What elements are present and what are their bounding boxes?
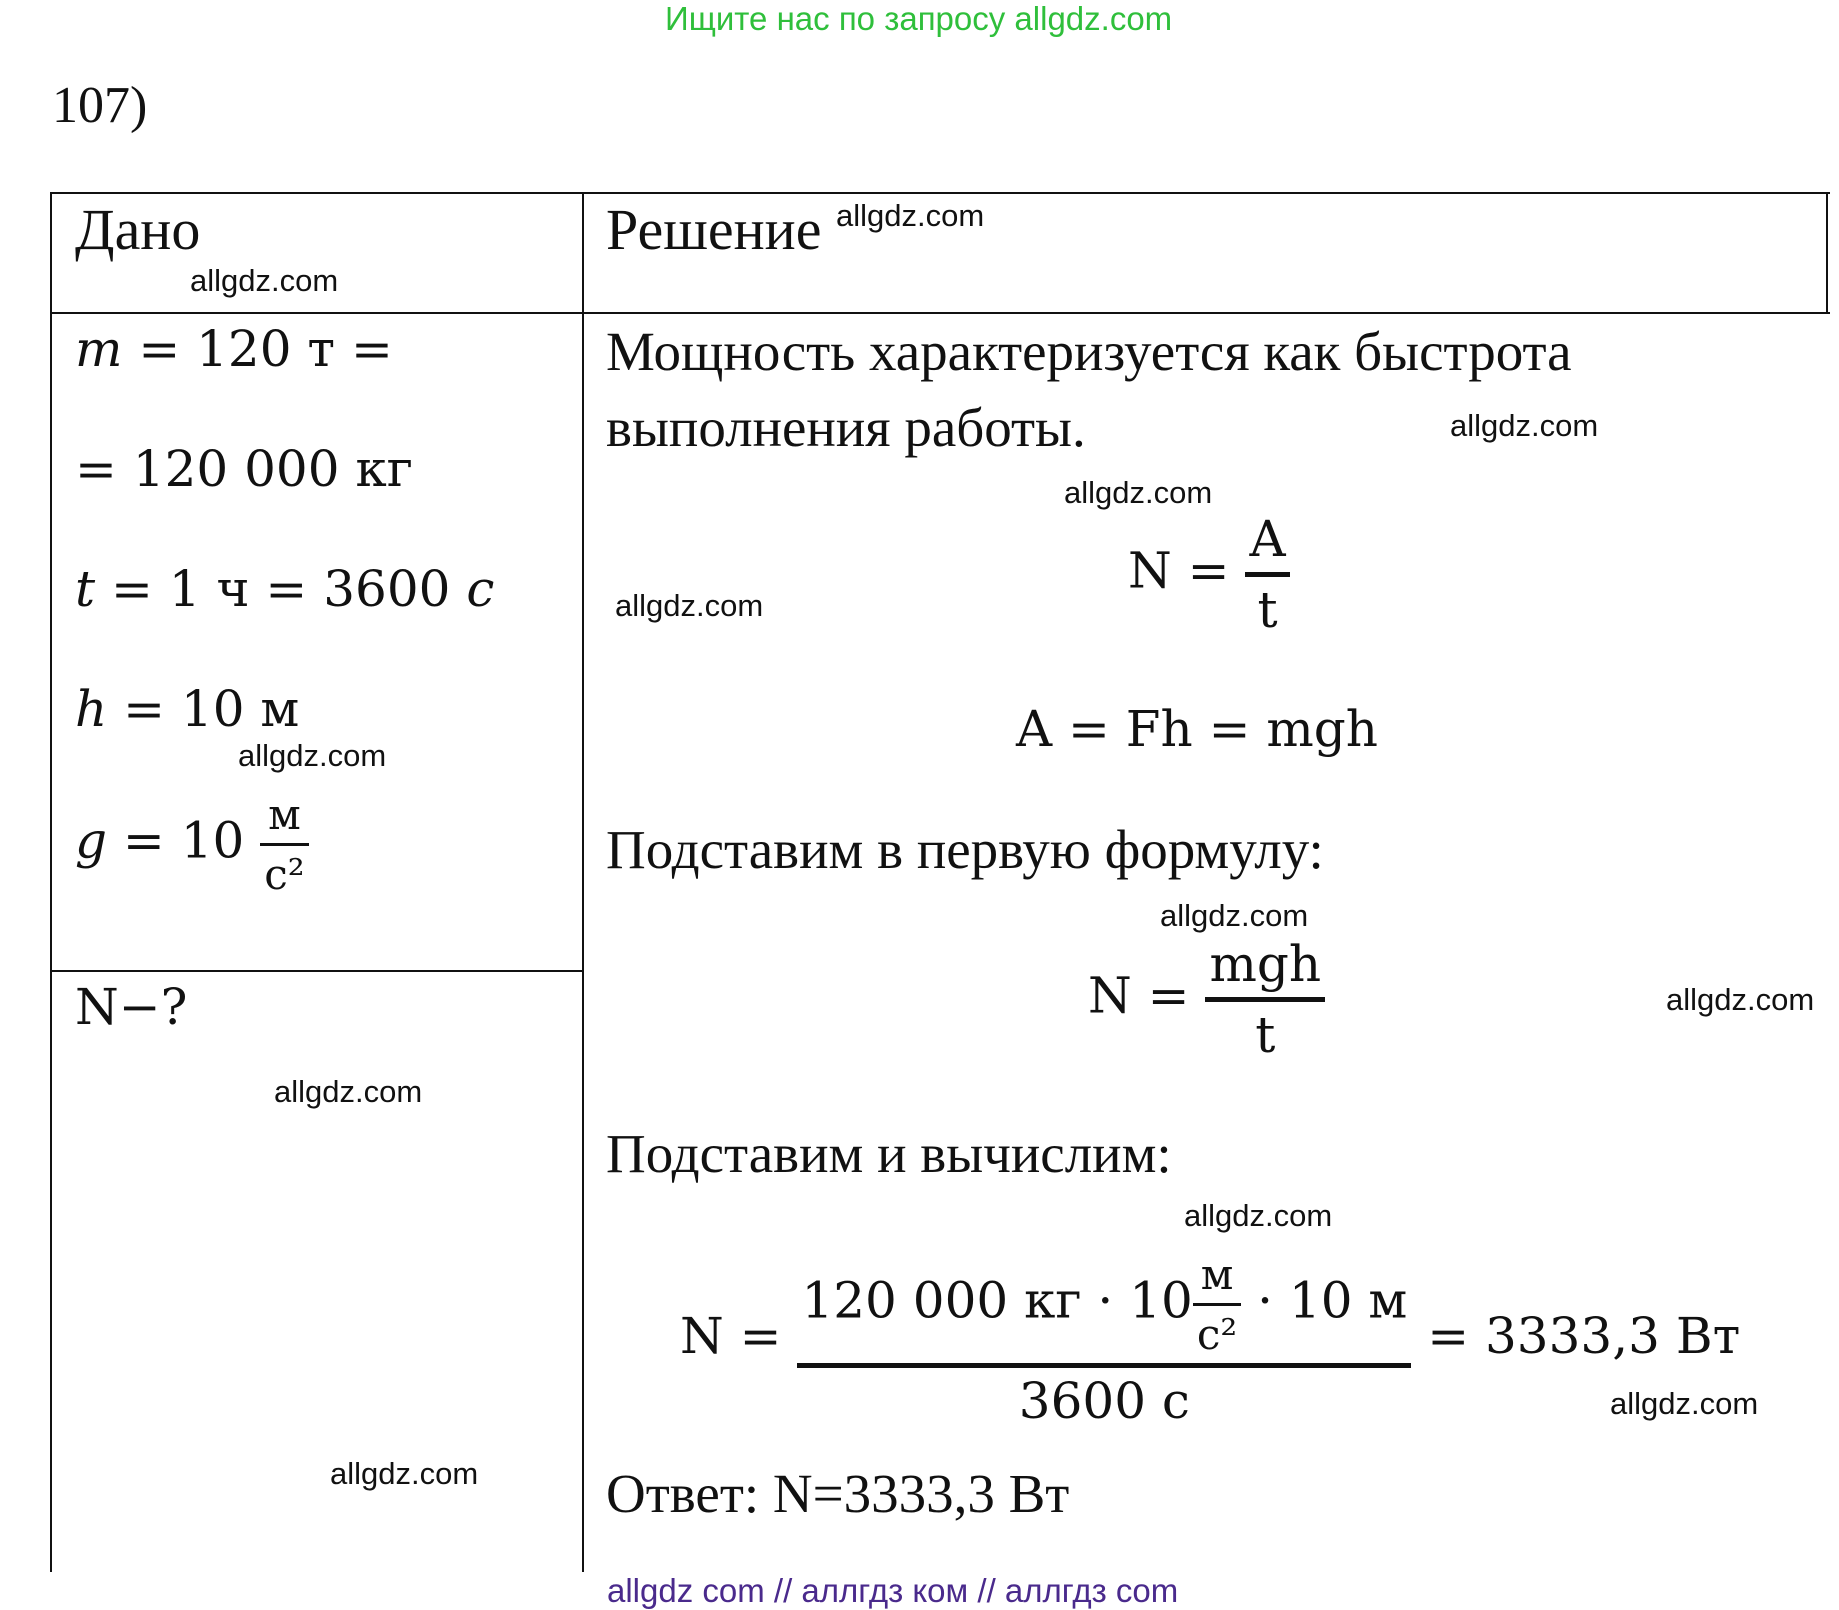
watermark: allgdz.com: [1450, 408, 1599, 443]
bottom-banner: allgdz com // аллгдз ком // аллгдз com: [607, 1572, 1179, 1609]
solution-header: Решение: [606, 197, 822, 262]
substitute-first-label: Подставим в первую формулу:: [606, 819, 1324, 880]
formula-calculation: N = 120 000 кг · 10 $\frac{м}{\text{с²}}$ · 10 м 3600 с = 3333,3 Вт: [680, 1250, 1741, 1430]
solution-intro-line1: Мощность характеризуется как быстрота: [606, 321, 1572, 382]
watermark: allgdz.com: [1184, 1198, 1333, 1233]
watermark: allgdz.com: [1064, 475, 1213, 510]
solution-intro-line2: выполнения работы.: [606, 397, 1086, 458]
watermark: allgdz.com: [238, 738, 387, 773]
given-time: t = 1 ч = 3600 с: [75, 560, 495, 618]
answer: Ответ: N=3333,3 Вт: [606, 1463, 1070, 1524]
table-header-divider: [50, 312, 1830, 314]
given-gravity: g = 10 $\frac{м}{\text{с²}}$: [75, 790, 309, 899]
formula-work: A = Fh = mgh: [1016, 700, 1378, 758]
watermark: allgdz.com: [274, 1074, 423, 1109]
find-unknown: N−?: [75, 978, 188, 1036]
substitute-compute-label: Подставим и вычислим:: [606, 1123, 1172, 1184]
formula-power: N = $\frac{A}{t}$: [1128, 510, 1290, 639]
given-find-divider: [50, 970, 584, 972]
watermark: allgdz.com: [190, 263, 339, 298]
given-height: h = 10 м: [75, 680, 300, 738]
table-column-divider: [582, 192, 584, 1572]
watermark: allgdz.com: [615, 588, 764, 623]
given-header: Дано: [75, 197, 201, 262]
table-right-border: [1826, 192, 1828, 314]
watermark: allgdz.com: [1666, 982, 1815, 1017]
formula-power-substituted: N = $\frac{\text{mgh}}{t}$: [1088, 935, 1325, 1064]
top-banner: Ищите нас по запросу allgdz.com: [665, 0, 1173, 37]
given-mass-line2: = 120 000 кг: [75, 440, 413, 498]
table-top-border: [50, 192, 1830, 194]
watermark: allgdz.com: [330, 1456, 479, 1491]
watermark: allgdz.com: [1160, 898, 1309, 933]
watermark: allgdz.com: [1610, 1386, 1759, 1421]
given-mass-line1: m = 120 т =: [75, 320, 393, 378]
table-left-border: [50, 192, 52, 1572]
watermark: allgdz.com: [836, 198, 985, 233]
problem-number: 107): [52, 77, 148, 134]
